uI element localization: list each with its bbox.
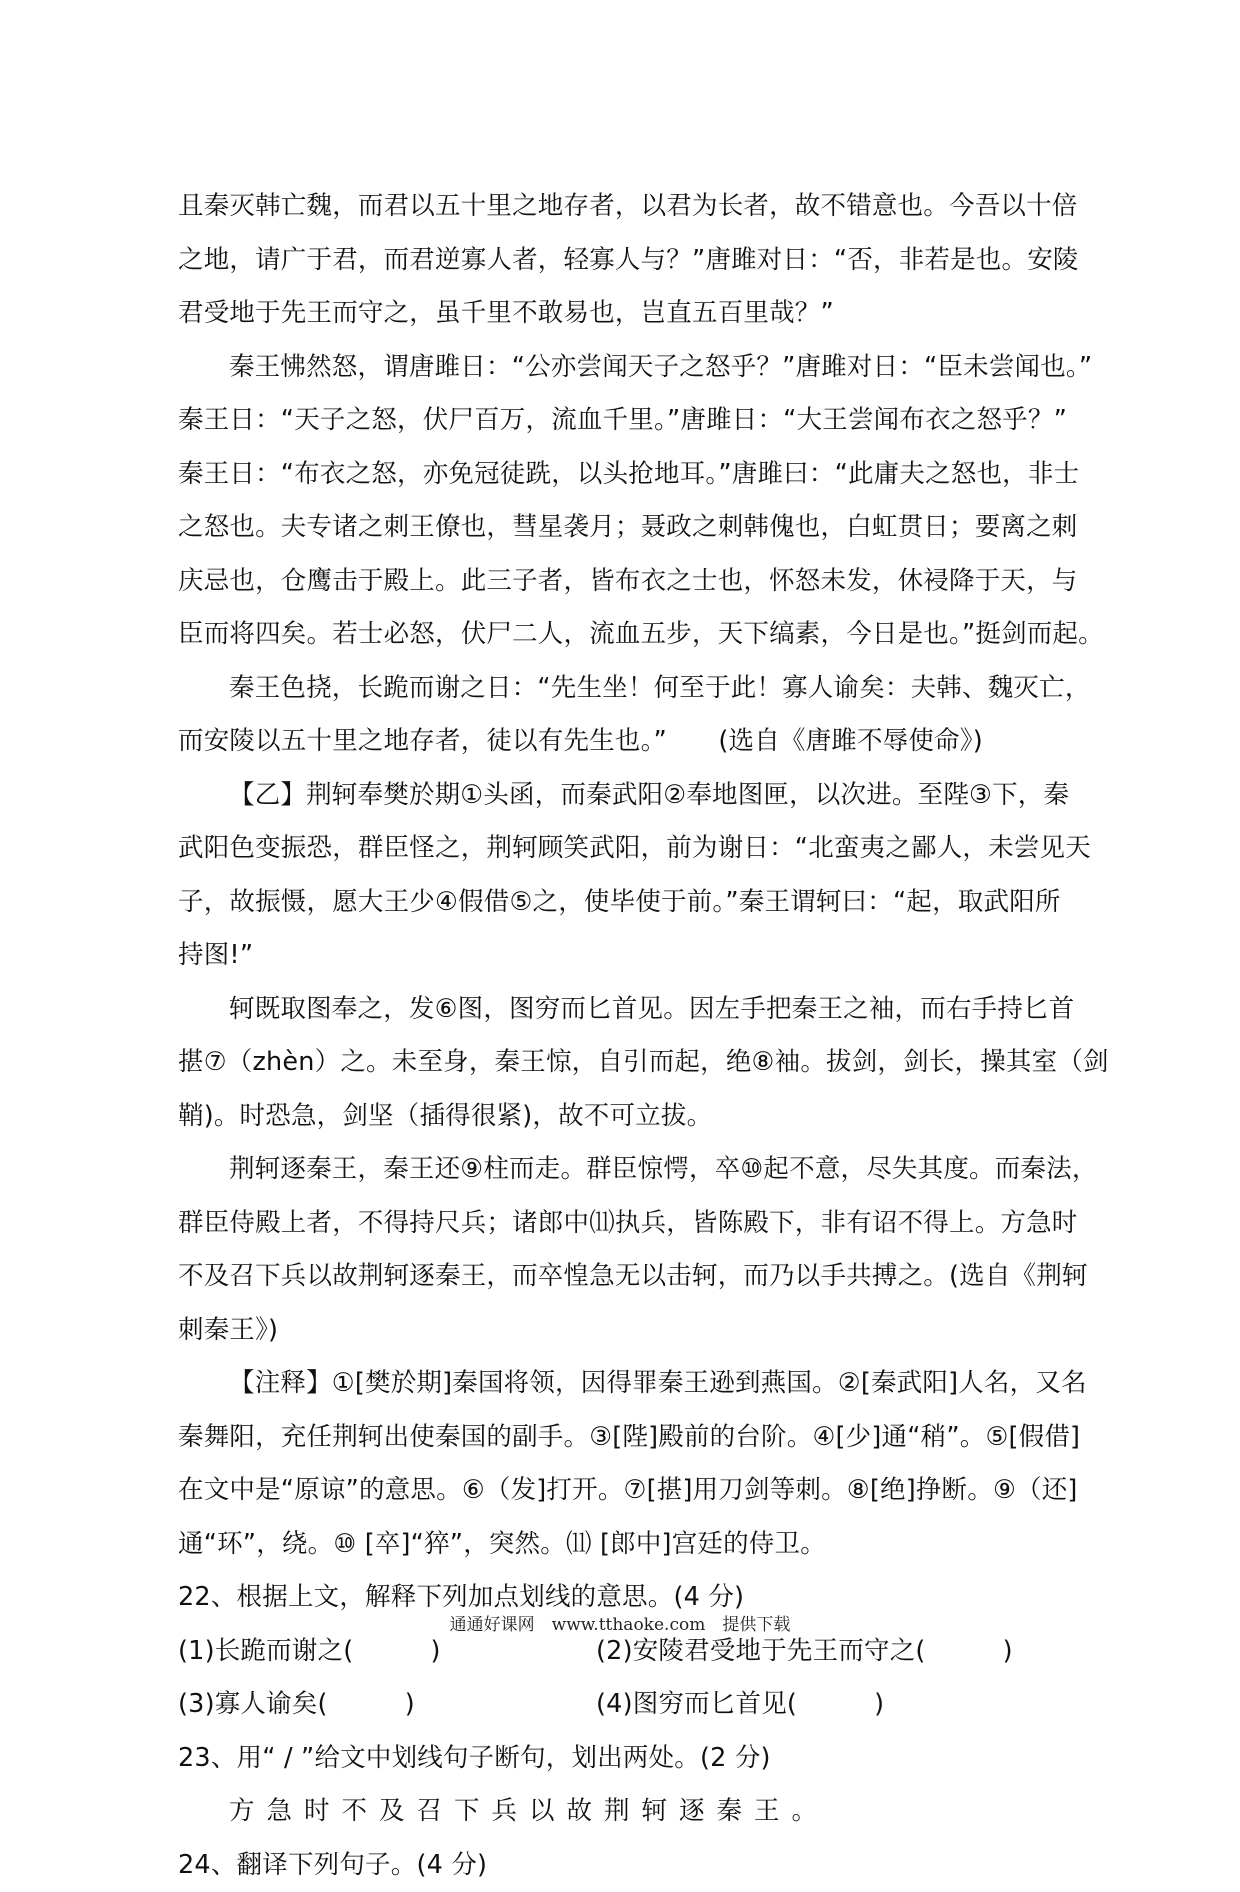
notes-line-2: 秦舞阳，充任荆轲出使秦国的副手。③[陛]殿前的台阶。④[少]通“稍”。⑤[假借] <box>178 1411 1078 1465</box>
passage-yi-line-9: 群臣侍殿上者，不得持尺兵；诸郎中⑾执兵，皆陈殿下，非有诏不得上。方急时 <box>178 1197 1078 1251</box>
passage-jia-line-4: 秦王怫然怒，谓唐雎日：“公亦尝闻天子之怒乎？”唐雎对日：“臣未尝闻也。” <box>178 341 1078 395</box>
passage-yi-line-5: 轲既取图奉之，发⑥图，图穷而匕首见。因左手把秦王之袖，而右手持匕首 <box>178 983 1078 1037</box>
passage-yi-line-2: 武阳色变振恐，群臣怪之，荆轲顾笑武阳，前为谢日：“北蛮夷之鄙人，未尝见天 <box>178 822 1078 876</box>
passage-yi-line-4: 持图!” <box>178 929 1078 983</box>
notes-line-1: 【注释】①[樊於期]秦国将领，因得罪秦王逊到燕国。②[秦武阳]人名，又名 <box>178 1357 1078 1411</box>
notes-line-4: 通“环”，绕。⑩ [卒]“猝”，突然。⑾ [郎中]宫廷的侍卫。 <box>178 1518 1078 1572</box>
passage-yi-line-8: 荆轲逐秦王，秦王还⑨柱而走。群臣惊愕，卒⑩起不意，尽失其度。而秦法， <box>178 1143 1078 1197</box>
passage-yi-line-6: 揕⑦（zhèn）之。未至身，秦王惊，自引而起，绝⑧袖。拔剑，剑长，操其室（剑 <box>178 1036 1078 1090</box>
question-22-item-2: (2)安陵君受地于先王而守之( ) <box>596 1625 1013 1679</box>
document-body <box>178 180 1078 1892</box>
question-22-title: 22、根据上文，解释下列加点划线的意思。(4 分) <box>178 1571 1078 1625</box>
passage-yi-line-11: 刺秦王》) <box>178 1304 1078 1358</box>
passage-jia-line-2: 之地，请广于君，而君逆寡人者，轻寡人与？”唐雎对日：“否，非若是也。安陵 <box>178 234 1078 288</box>
footer-source-note: 通通好课网 www.tthaoke.com 提供下载 <box>0 1610 1240 1635</box>
question-23-sentence: 方急时不及召下兵以故荆轲逐秦王。 <box>178 1785 1078 1839</box>
passage-jia-line-5: 秦王日：“天子之怒，伏尸百万，流血千里。”唐雎日：“大王尝闻布衣之怒乎？” <box>178 394 1078 448</box>
question-22-row-2 <box>178 1678 1078 1732</box>
passage-jia-line-7: 之怒也。夫专诸之刺王僚也，彗星袭月；聂政之刺韩傀也，白虹贯日；要离之刺 <box>178 501 1078 555</box>
passage-yi-line-3: 子，故振慑，愿大王少④假借⑤之，使毕使于前。”秦王谓轲曰：“起，取武阳所 <box>178 876 1078 930</box>
question-22-item-3: (3)寡人谕矣( ) <box>178 1678 596 1732</box>
question-22-item-4: (4)图穷而匕首见( ) <box>596 1678 884 1732</box>
passage-yi-line-10: 不及召下兵以故荆轲逐秦王，而卒惶急无以击轲，而乃以手共搏之。(选自《荆轲 <box>178 1250 1078 1304</box>
passage-yi-line-1: 【乙】荆轲奉樊於期①头函，而秦武阳②奉地图匣，以次进。至陛③下，秦 <box>178 769 1078 823</box>
passage-jia-line-11: 而安陵以五十里之地存者，徒以有先生也。” (选自《唐雎不辱使命》) <box>178 715 1078 769</box>
passage-jia-line-9: 臣而将四矣。若士必怒，伏尸二人，流血五步，天下缟素，今日是也。”挺剑而起。 <box>178 608 1078 662</box>
passage-jia-line-8: 庆忌也，仓鹰击于殿上。此三子者，皆布衣之士也，怀怒未发，休祲降于天，与 <box>178 555 1078 609</box>
passage-jia-line-1: 且秦灭韩亡魏，而君以五十里之地存者，以君为长者，故不错意也。今吾以十倍 <box>178 180 1078 234</box>
passage-yi-line-7: 鞘)。时恐急，剑坚（插得很紧)，故不可立拔。 <box>178 1090 1078 1144</box>
passage-jia-line-6: 秦王日：“布衣之怒，亦免冠徒跣，以头抢地耳。”唐雎曰：“此庸夫之怒也，非士 <box>178 448 1078 502</box>
passage-jia-line-3: 君受地于先王而守之，虽千里不敢易也，岂直五百里哉？” <box>178 287 1078 341</box>
question-23-title: 23、用“ / ”给文中划线句子断句，划出两处。(2 分) <box>178 1732 1078 1786</box>
passage-jia-line-10: 秦王色挠，长跪而谢之日：“先生坐！何至于此！寡人谕矣：夫韩、魏灭亡， <box>178 662 1078 716</box>
question-24-title: 24、翻译下列句子。(4 分) <box>178 1839 1078 1892</box>
notes-line-3: 在文中是“原谅”的意思。⑥（发]打开。⑦[揕]用刀剑等刺。⑧[绝]挣断。⑨（还] <box>178 1464 1078 1518</box>
question-22-item-1: (1)长跪而谢之( ) <box>178 1625 596 1679</box>
